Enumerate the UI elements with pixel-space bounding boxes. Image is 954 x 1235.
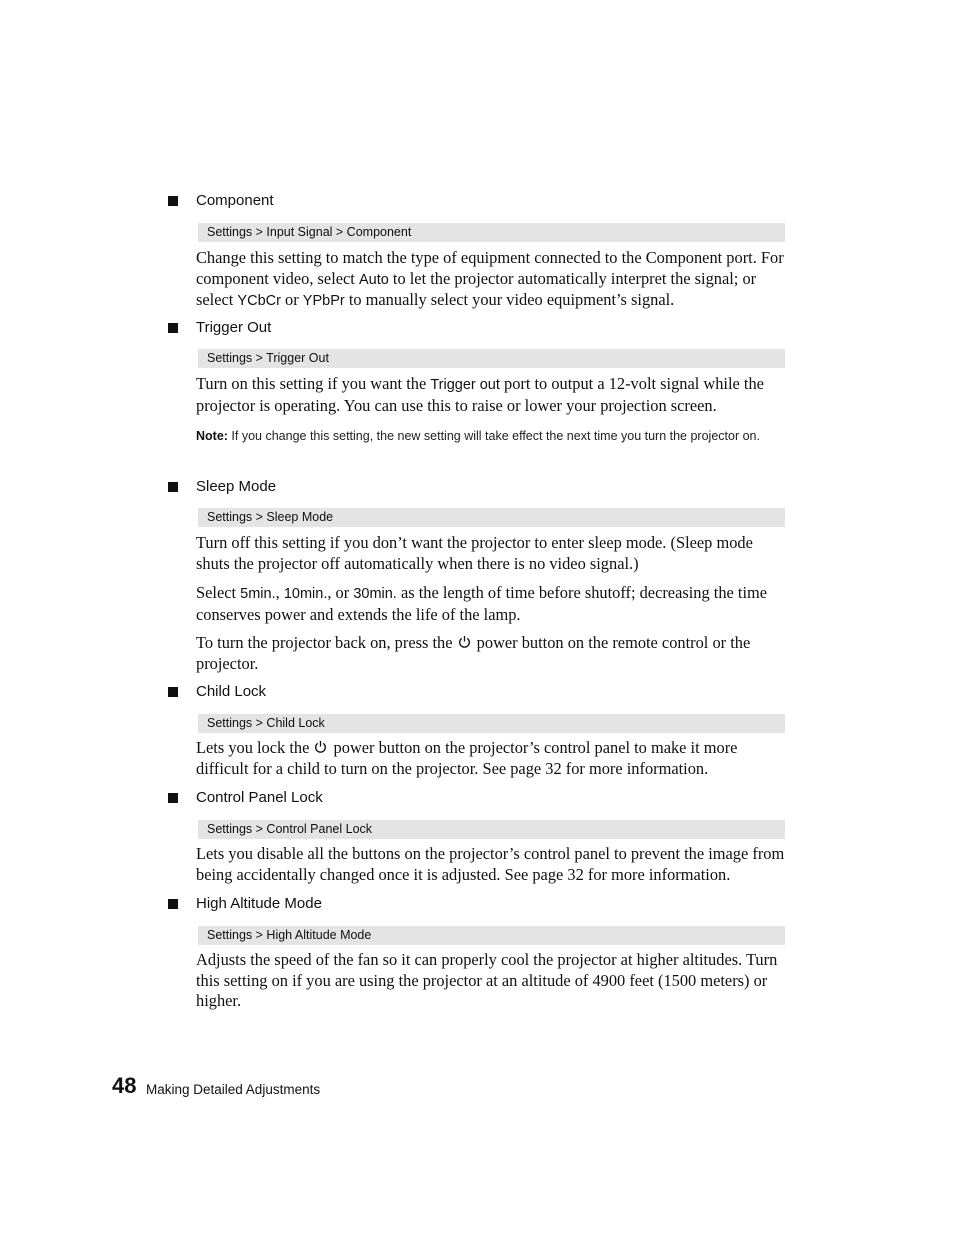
menu-path-bar: Settings > Trigger Out — [198, 349, 785, 368]
ui-option-text: YCbCr — [237, 293, 281, 309]
square-bullet-icon — [168, 793, 178, 803]
heading-text: Component — [196, 192, 274, 209]
description-paragraph: Adjusts the speed of the fan so it can properly cool the projector at higher altitudes. Turn this setting on if you are using the projector at an altitude of 4900 feet (1500 meters) or higher. — [196, 950, 778, 1010]
description-paragraph: Select 5min., 10min., or 30min. as the length of time before shutoff; decreasing the time conserves power and extends the life of the lamp. — [196, 583, 768, 624]
square-bullet-icon — [168, 899, 178, 909]
section-heading-high-altitude-mode — [168, 895, 322, 912]
section-heading-control-panel-lock — [168, 789, 323, 806]
page-number: 48 — [112, 1073, 137, 1098]
section-heading-child-lock — [168, 683, 266, 700]
ui-option-text: 5min. — [240, 586, 276, 602]
menu-path-bar: Settings > Sleep Mode — [198, 508, 785, 527]
heading-text: Child Lock — [196, 683, 267, 700]
heading-text: Sleep Mode — [196, 478, 277, 495]
power-icon — [314, 740, 327, 754]
note-label: Note: — [196, 429, 228, 443]
description-paragraph: To turn the projector back on, press the power button on the remote control or the projector. — [196, 633, 751, 673]
ui-option-text: 10min. — [283, 586, 328, 602]
note-block — [196, 428, 786, 445]
menu-path-bar: Settings > Input Signal > Component — [198, 223, 785, 242]
menu-path-bar: Settings > High Altitude Mode — [198, 926, 785, 945]
ui-option-text: Auto — [358, 271, 389, 288]
menu-path-bar: Settings > Control Panel Lock — [198, 820, 785, 839]
section-heading-sleep-mode — [168, 478, 276, 495]
description-paragraph: Change this setting to match the type of equipment connected to the Component port. For component video, select Auto to let the projector automatically interpret the signal; or select YCbCr or YPbPr to manually select your video equipment’s signal. — [196, 248, 784, 309]
heading-text: Trigger Out — [196, 319, 272, 336]
menu-path-bar: Settings > Child Lock — [198, 714, 785, 733]
heading-text: High Altitude Mode — [196, 895, 322, 912]
power-icon — [458, 635, 471, 649]
section-heading-trigger-out — [168, 319, 271, 336]
square-bullet-icon — [168, 687, 178, 697]
description-paragraph: Turn on this setting if you want the Trigger out port to output a 12-volt signal while the projector is operating. You can use this to raise or lower your projection screen. — [196, 374, 764, 415]
chapter-title: Making Detailed Adjustments — [146, 1082, 321, 1097]
note-text: If you change this setting, the new setting will take effect the next time you turn the projector on. — [227, 429, 760, 443]
heading-text: Control Panel Lock — [196, 789, 323, 806]
section-heading-component — [168, 192, 274, 209]
description-paragraph: Lets you disable all the buttons on the projector’s control panel to prevent the image from being accidentally changed once it is adjusted. See page 32 for more information. — [196, 844, 785, 884]
description-paragraph: Turn off this setting if you don’t want the projector to enter sleep mode. (Sleep mode shuts the projector off automatically when there is no video signal.) — [196, 533, 753, 573]
ui-option-text: 30min. — [353, 586, 397, 602]
description-paragraph: Lets you lock the power button on the projector’s control panel to make it more difficult for a child to turn on the projector. See page 32 for more information. — [196, 738, 738, 778]
square-bullet-icon — [168, 482, 178, 492]
ui-option-text: YPbPr — [302, 293, 345, 309]
square-bullet-icon — [168, 323, 178, 333]
ui-option-text: Trigger out — [430, 377, 500, 393]
square-bullet-icon — [168, 196, 178, 206]
